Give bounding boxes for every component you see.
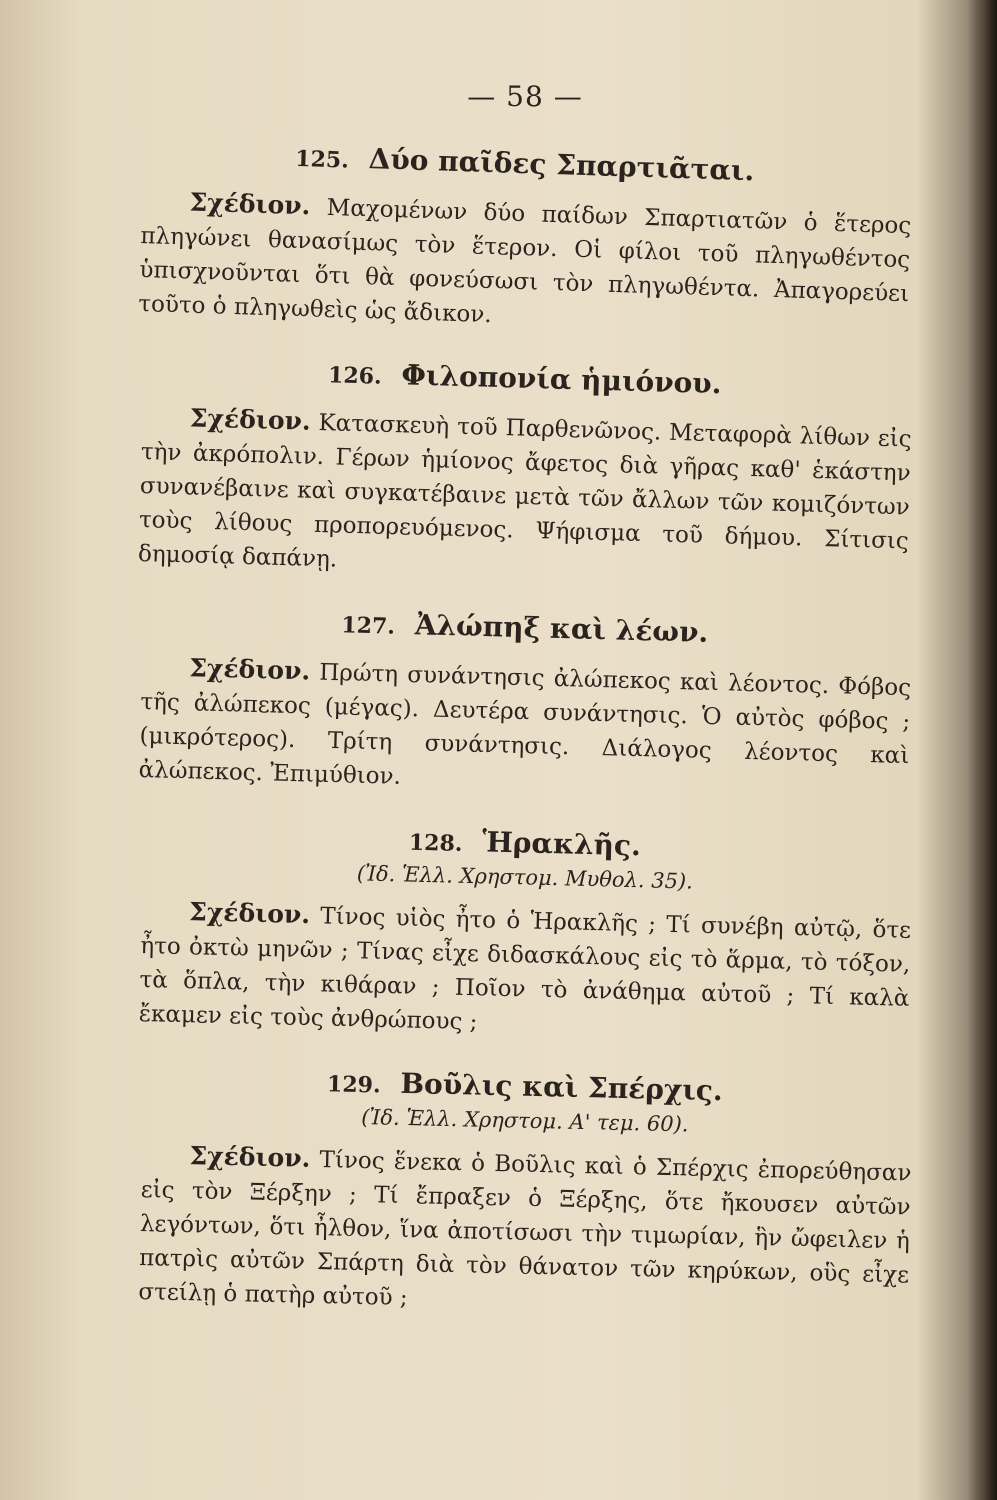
section-number: 125. xyxy=(294,145,350,174)
section-heading xyxy=(139,135,910,192)
section-number: 129. xyxy=(326,1071,381,1099)
section-title: Ἀλώπηξ καὶ λέων. xyxy=(414,608,709,649)
section-number: 127. xyxy=(341,612,396,640)
section-text: Κατασκευὴ τοῦ Παρθενῶνος. Μεταφορὰ λίθων εἰς τὴν ἀκρόπολιν. Γέρων ἡμίονος ἄφετος διὰ γῆρας καθ' ἑκάστην συνανέβαινε καὶ συγκατέβαινε μετὰ τῶν ἄλλων τῶν κομιζόντων τοὺς λίθους προπορευόμενος. Ψήφισμα τοῦ δήμου. Σίτισις δημοσίᾳ δαπάνῃ. xyxy=(137,409,912,573)
section-text: Μαχομένων δύο παίδων Σπαρτιατῶν ὁ ἕτερος πληγώνει θανασίμως τὸν ἕτερον. Οἱ φίλοι τοῦ πληγωθέντος ὑπισχνοῦνται ὅτι θὰ φονεύσωσι τὸν πληγωθέντα. Ἀπαγορεύει τοῦτο ὁ πληγωθεὶς ὡς ἄδικον. xyxy=(137,194,912,329)
section-128 xyxy=(138,817,912,1036)
section-number: 126. xyxy=(327,362,383,390)
page-edge-shadow xyxy=(967,0,997,1500)
section-text: Τίνος υἱὸς ἦτο ὁ Ἡρακλῆς ; Τί συνέβη αὐτῷ, ὅτε ἦτο ὀκτὼ μηνῶν ; Τίνας εἶχε διδασκάλους εἰς τὸ ἅρμα, τὸ τόξον, τὰ ὅπλα, τὴν κιθάραν ; Ποῖον τὸ ἀνάθημα αὐτοῦ ; Τί καλὰ ἔκαμεν εἰς τοὺς ἀνθρώπους ; xyxy=(138,903,912,1036)
section-title: Βοῦλις καὶ Σπέρχις. xyxy=(400,1066,724,1108)
section-125 xyxy=(137,135,912,329)
section-text: Πρώτη συνάντησις ἀλώπεκος καὶ λέοντος. Φόβος τῆς ἀλώπεκος (μέγας). Δευτέρα συνάντησις. Ὁ αὐτὸς φόβος ; (μικρότερος). Τρίτη συνάντησις. Διάλογος λέοντος καὶ ἀλώπεκος. Ἐπιμύθιον. xyxy=(138,659,912,790)
section-title: Δύο παῖδες Σπαρτιᾶται. xyxy=(368,142,755,188)
section-lead: Σχέδιον. xyxy=(188,897,311,930)
section-title: Φιλοπονία ἡμιόνου. xyxy=(401,358,722,401)
section-body xyxy=(138,1138,912,1326)
section-body xyxy=(138,894,911,1050)
section-citation: (Ἰδ. Ἑλλ. Χρηστομ. Μυθολ. 35). xyxy=(356,861,694,894)
section-lead: Σχέδιον. xyxy=(189,187,311,221)
section-127 xyxy=(138,601,912,790)
section-citation: (Ἰδ. Ἑλλ. Χρηστομ. Α' τεμ. 60). xyxy=(360,1105,689,1137)
section-title: Ἡρακλῆς. xyxy=(481,825,642,863)
section-body xyxy=(138,650,911,807)
section-heading xyxy=(140,601,911,654)
page-number: — 58 — xyxy=(467,80,583,113)
page-content xyxy=(137,80,912,1339)
section-lead: Σχέδιον. xyxy=(188,653,311,686)
section-text: Τίνος ἕνεκα ὁ Βοῦλις καὶ ὁ Σπέρχις ἐπορεύθησαν εἰς τὸν Ξέρξην ; Τί ἔπραξεν ὁ Ξέρξης, ὅτε ἤκουσεν αὐτῶν λεγόντων, ὅτι ἦλθον, ἵνα ἀποτίσωσι τὴν τιμωρίαν, ἣν ὤφειλεν ἡ πατρὶς αὐτῶν Σπάρτη διὰ τὸν θάνατον τῶν κηρύκων, οὓς εἶχε στείλῃ ὁ πατὴρ αὐτοῦ ; xyxy=(138,1147,912,1312)
section-lead: Σχέδιον. xyxy=(189,403,312,436)
section-body xyxy=(138,400,912,592)
section-body xyxy=(138,184,912,345)
section-lead: Σχέδιον. xyxy=(189,1141,311,1173)
section-number: 128. xyxy=(408,829,463,857)
section-heading xyxy=(140,351,911,405)
section-129 xyxy=(138,1061,912,1312)
section-126 xyxy=(137,351,912,573)
